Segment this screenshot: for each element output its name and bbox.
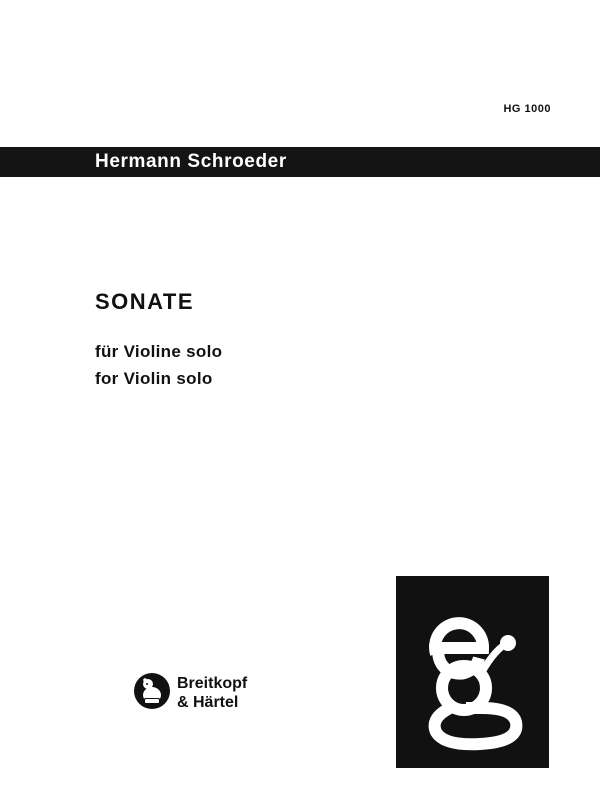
composer-name: Hermann Schroeder bbox=[95, 151, 287, 172]
subtitle-german: für Violine solo bbox=[95, 342, 223, 361]
subtitle-english: for Violin solo bbox=[95, 369, 213, 388]
composer-bar bbox=[0, 147, 600, 177]
publisher-name bbox=[177, 674, 247, 712]
catalog-number: HG 1000 bbox=[503, 103, 551, 115]
publisher-seal-icon bbox=[133, 672, 171, 710]
publisher-name-line1: Breitkopf bbox=[177, 675, 248, 692]
publisher-name-line2: & Härtel bbox=[177, 694, 239, 711]
work-title: SONATE bbox=[95, 289, 195, 314]
publisher-logo bbox=[396, 576, 549, 768]
